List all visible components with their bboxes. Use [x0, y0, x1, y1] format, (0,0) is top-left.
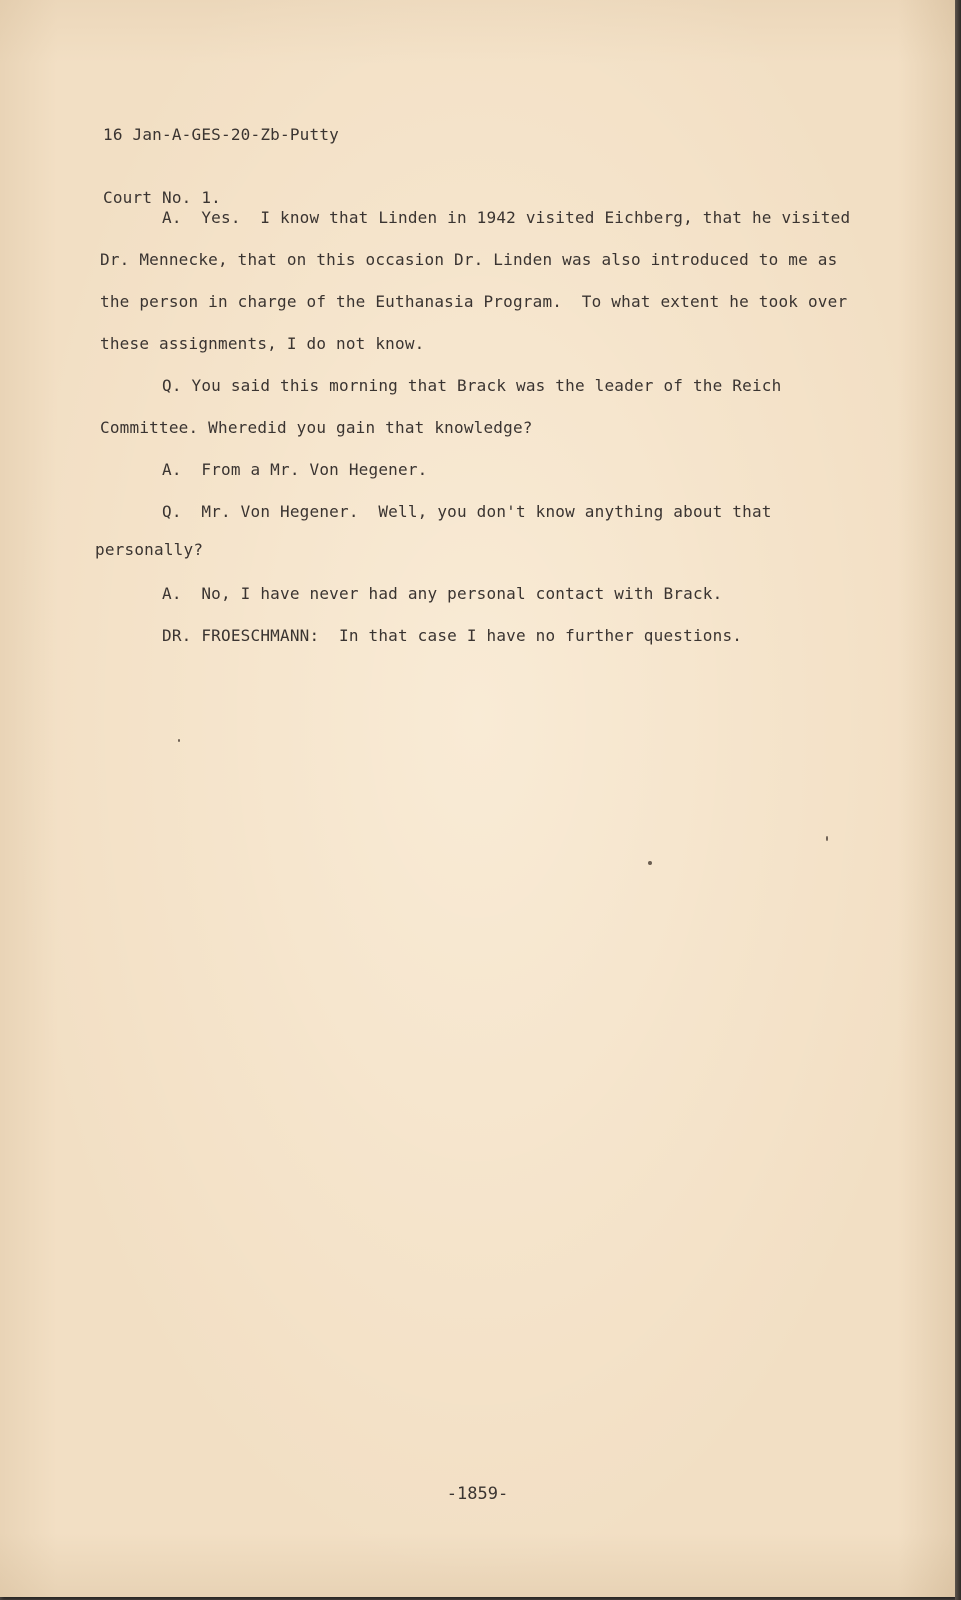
- paper-speck: [178, 739, 180, 742]
- header-session-code: 16 Jan-A-GES-20-Zb-Putty: [103, 125, 339, 144]
- transcript-line: personally?: [95, 540, 204, 559]
- transcript-line: A. Yes. I know that Linden in 1942 visited Eichberg, that he visited: [162, 208, 851, 227]
- page-edge-shadow: [955, 0, 961, 1600]
- transcript-line: the person in charge of the Euthanasia Program. To what extent he took over: [100, 292, 848, 311]
- paper-speck: [826, 836, 828, 841]
- transcript-line: Q. Mr. Von Hegener. Well, you don't know anything about that: [162, 502, 772, 521]
- transcript-line: A. No, I have never had any personal contact with Brack.: [162, 584, 723, 603]
- page-number: -1859-: [446, 1484, 509, 1504]
- header-court-number: Court No. 1.: [103, 188, 221, 207]
- transcript-line: these assignments, I do not know.: [100, 334, 425, 353]
- transcript-line: Committee. Wheredid you gain that knowledge?: [100, 418, 533, 437]
- paper-speck: [648, 861, 652, 865]
- transcript-line: A. From a Mr. Von Hegener.: [162, 460, 428, 479]
- transcript-line: DR. FROESCHMANN: In that case I have no further questions.: [162, 626, 743, 645]
- transcript-line: Q. You said this morning that Brack was the leader of the Reich: [162, 376, 782, 395]
- transcript-line: Dr. Mennecke, that on this occasion Dr. Linden was also introduced to me as: [100, 250, 838, 269]
